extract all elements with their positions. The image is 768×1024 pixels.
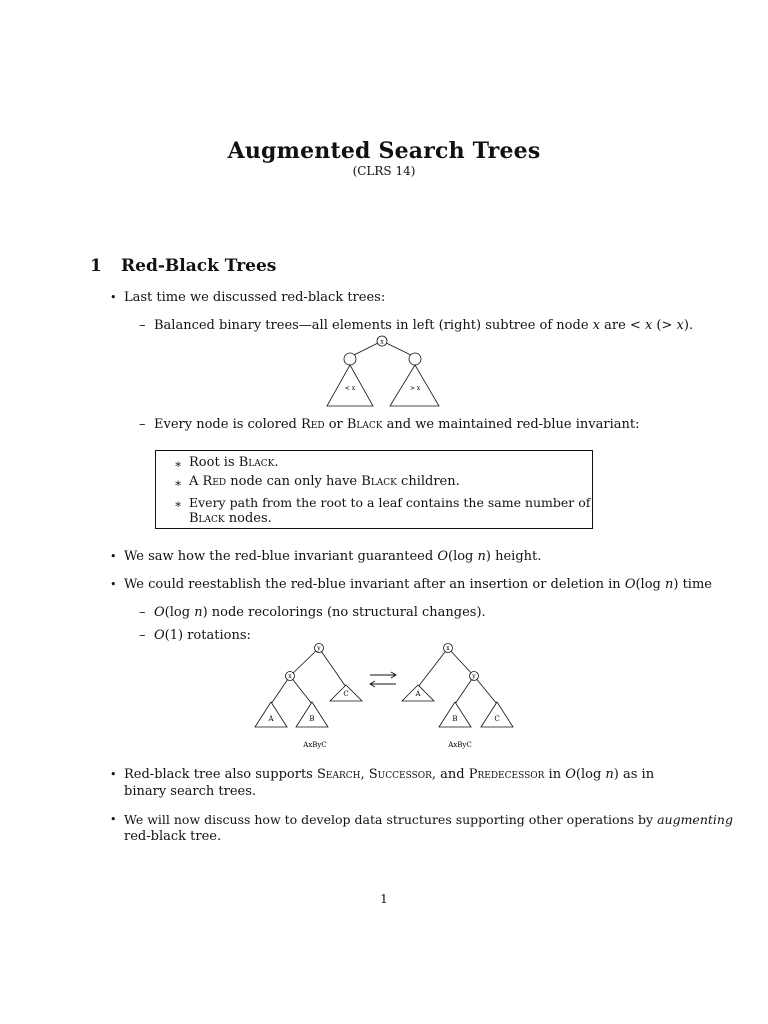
text-span: We will now discuss how to develop data structures supporting other operations by: [124, 812, 658, 827]
text-span: ).: [683, 318, 694, 333]
math-var: n: [477, 549, 486, 564]
invariant-item-cont: [189, 511, 272, 526]
math-var: O: [624, 577, 636, 592]
math-var: x: [676, 318, 684, 333]
star-marker: ∗: [174, 476, 183, 490]
text-span: and we maintained red-blue invariant:: [382, 417, 640, 432]
sub-bullet-text: [154, 605, 486, 620]
tree-edge: [290, 676, 312, 704]
math-var: x: [592, 318, 600, 333]
text-span: children.: [396, 474, 460, 489]
invariant-item: [189, 455, 279, 470]
text-span: Red-black tree also supports: [124, 767, 317, 782]
small-caps-text: Search: [316, 767, 361, 782]
math-var: O: [437, 549, 448, 564]
text-span: are <: [600, 318, 645, 333]
document-subtitle: (CLRS 14): [352, 164, 416, 178]
text-span: We saw how the red-blue invariant guaranteed: [124, 549, 438, 564]
subtree-label: B: [452, 715, 458, 723]
text-span: Root is: [189, 455, 239, 470]
node-label: y: [472, 673, 476, 680]
tree-edge: [418, 648, 448, 687]
tree-edge: [380, 338, 415, 357]
bullet-text-cont: binary search trees.: [124, 784, 257, 799]
invariant-item: Every path from the root to a leaf contains the same number of: [189, 495, 591, 510]
dash-marker: –: [139, 318, 146, 333]
subtree-label: C: [343, 690, 349, 698]
subtree-label: A: [268, 715, 274, 723]
math-var: n: [665, 577, 674, 592]
math-var: n: [605, 767, 614, 782]
right-subtree-label: > x: [409, 385, 421, 392]
text-span: (>: [652, 318, 677, 333]
subtree-label: B: [309, 715, 315, 723]
dash-marker: –: [139, 605, 146, 620]
small-caps-text: Predecessor: [468, 767, 545, 782]
bullet-marker: •: [110, 291, 117, 304]
text-span: (log: [448, 549, 478, 564]
tree-edge: [271, 676, 290, 704]
tree-edge: [474, 676, 497, 704]
text-span: , and: [431, 767, 469, 782]
text-span: ) time: [673, 577, 712, 592]
text-span: node can only have: [226, 474, 362, 489]
star-marker: ∗: [174, 497, 183, 511]
text-span: Every node is colored: [154, 417, 301, 432]
bullet-marker: •: [110, 578, 117, 591]
star-marker: ∗: [174, 457, 183, 471]
small-caps-text: Successor: [368, 767, 432, 782]
section-title: Red-Black Trees: [121, 256, 277, 276]
text-span: ) height.: [485, 549, 542, 564]
bullet-marker: •: [110, 550, 117, 563]
small-caps-text: Black: [346, 417, 383, 432]
math-var: O: [154, 605, 165, 620]
text-span: (log: [575, 767, 606, 782]
bullet-text: [124, 812, 733, 827]
sub-bullet-text: [154, 628, 251, 643]
text-span: (log: [635, 577, 665, 592]
text-span: .: [274, 455, 279, 470]
tree-edge: [448, 648, 474, 676]
node-label: x: [288, 673, 292, 680]
text-span: ) node recolorings (no structural changes).: [202, 605, 486, 620]
left-subtree-label: < x: [344, 385, 356, 392]
bullet-text: [124, 549, 541, 564]
text-span: or: [324, 417, 347, 432]
dash-marker: –: [139, 417, 146, 432]
text-span: ) as in: [613, 767, 655, 782]
bullet-text: [124, 767, 654, 782]
text-span: Balanced binary trees—all elements in left (right) subtree of node: [154, 318, 593, 333]
math-var: x: [644, 318, 653, 333]
text-span: (log: [164, 605, 195, 620]
bullet-text: [124, 577, 712, 592]
bullet-marker: •: [110, 768, 117, 781]
bullet-text-cont: red-black tree.: [124, 829, 222, 844]
dash-marker: –: [139, 628, 146, 643]
rotation-figure: [250, 640, 522, 752]
node-label: y: [317, 645, 321, 652]
small-caps-text: Black: [189, 511, 225, 526]
bullet-marker: •: [110, 813, 117, 826]
math-var: n: [194, 605, 203, 620]
emphasis-text: augmenting: [657, 812, 733, 827]
tree-edge: [290, 648, 319, 676]
small-caps-text: Red: [300, 417, 325, 432]
text-span: ,: [360, 767, 369, 782]
small-caps-text: Red: [202, 474, 227, 489]
text-span: nodes.: [224, 511, 272, 526]
section-number: 1: [90, 256, 102, 276]
math-var: O: [565, 767, 576, 782]
tree-edge: [455, 676, 474, 704]
page-number: 1: [380, 892, 388, 906]
math-var: O: [154, 628, 165, 643]
tree-edge: [319, 648, 346, 687]
text-span: (1) rotations:: [164, 628, 251, 643]
bst-figure: [320, 334, 450, 410]
node-label: x: [446, 645, 450, 652]
bullet-text: Last time we discussed red-black trees:: [124, 290, 386, 305]
subtree-label: A: [415, 690, 421, 698]
text-span: in: [544, 767, 566, 782]
document-title: Augmented Search Trees: [227, 138, 541, 164]
root-label: x: [380, 338, 384, 346]
subtree-label: C: [494, 715, 500, 723]
sub-bullet-text: [154, 318, 693, 333]
text-span: A: [189, 474, 203, 489]
small-caps-text: Black: [361, 474, 397, 489]
invariant-item: [189, 474, 460, 489]
sub-bullet-text: [154, 417, 639, 432]
tree-caption: AxByC: [448, 741, 472, 749]
text-span: We could reestablish the red-blue invariant after an insertion or deletion in: [124, 577, 625, 592]
left-node: [344, 353, 356, 365]
right-node: [409, 353, 421, 365]
small-caps-text: Black: [238, 455, 275, 470]
tree-caption: AxByC: [303, 741, 327, 749]
